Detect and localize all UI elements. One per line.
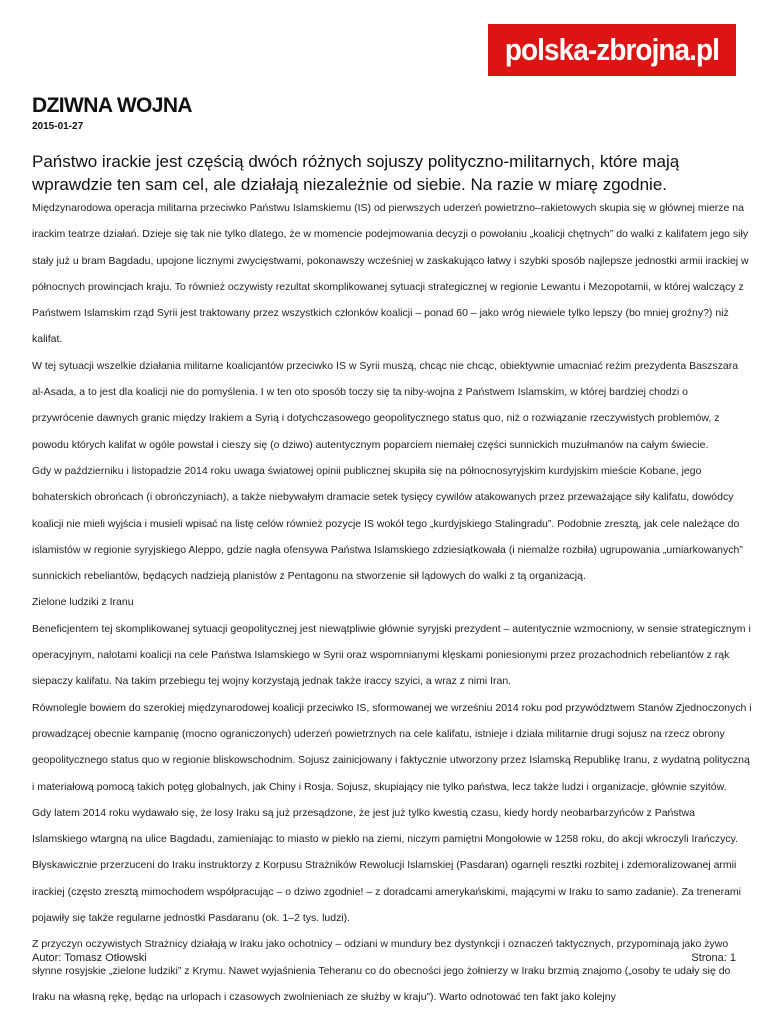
paragraph: Z przyczyn oczywistych Strażnicy działają w Iraku jako ochotnicy – odziani w mundury bez dystynkcji i oznaczeń taktycznych, przypominają jako żywo słynne rosyjskie „zielone ludziki” z Krymu. Nawet wyjaśnienia Teheranu co do obecności jego żołnierzy w Iraku brzmią znajomo („osoby te udały się do Iraku na własną rękę, będąc na urlopach i czasowych zwolnieniach ze służby w kraju”). Warto odnotować ten fakt jako kolejny bbox=[32, 938, 731, 1003]
section-heading: Zielone ludziki z Iranu bbox=[32, 596, 134, 609]
article-title: DZIWNA WOJNA bbox=[32, 94, 193, 117]
article-date: 2015-01-27 bbox=[32, 121, 84, 132]
site-logo-text: polska-zbrojna.pl bbox=[504, 32, 720, 67]
paragraph: Gdy w październiku i listopadzie 2014 roku uwaga światowej opinii publicznej skupiła się na północnosyryjskim kurdyjskim mieście Kobane, jego bohaterskich obrońcach (i obrończyniach), a także niebywałym dramacie setek tysięcy cywilów atakowanych przez przeważające siły kalifatu, dowódcy koalicji nie mieli wyjścia i musieli wpisać na listę celów również pozycje IS wokół tego „kurdyjskiego Stalingradu”. Podobnie zresztą, jak cele należące do islamistów w regionie syryjskiego Aleppo, gdzie nagła ofensywa Państwa Islamskiego zdziesiątkowała (i niemalże rozbiła) ugrupowania „umiarkowanych” sunnickich rebeliantów, będących nadzieją planistów z Pentagonu na stworzenie sił lądowych do walki z tą organizacją. bbox=[32, 464, 743, 583]
paragraph: Międzynarodowa operacja militarna przeciwko Państwu Islamskiemu (IS) od pierwszych uderzeń powietrzno–rakietowych skupia się w głównej mierze na irackim teatrze działań. Dzieje się tak nie tylko dlatego, że w momencie podejmowania decyzji o powołaniu „koalicji chętnych” do walki z kalifatem jego siły stały już u bram Bagdadu, upojone licznymi zwycięstwami, pokonawszy wcześniej w zaskakująco łatwy i szybki sposób najlepsze jednostki armii irackiej w północnych prowincjach kraju. To również oczywisty rezultat skomplikowanej sytuacji strategicznej w regionie Lewantu i Mezopotamii, w której walczący z Państwem Islamskim rząd Syrii jest traktowany przez wszystkich członków koalicji – ponad 60 – jako wróg niewiele tylko lepszy (bo mniej groźny?) niż kalifat. bbox=[32, 202, 749, 346]
site-logo[interactable] bbox=[488, 24, 736, 76]
footer-page-number: Strona: 1 bbox=[691, 952, 736, 964]
footer-author: Autor: Tomasz Otłowski bbox=[32, 952, 147, 964]
paragraph: W tej sytuacji wszelkie działania militarne koalicjantów przeciwko IS w Syrii muszą, chcąc nie chcąc, obiektywnie umacniać reżim prezydenta Baszszara al-Asada, a to jest dla koalicji nie do pomyślenia. I w ten oto sposób toczy się ta niby-wojna z Państwem Islamskim, w której bardziej chodzi o przywrócenie dawnych granic między Irakiem a Syrią i dotychczasowego geopolitycznego status quo, niż o rozwiązanie rzeczywistych problemów, z powodu których kalifat w ogóle powstał i cieszy się (o dziwo) autentycznym poparciem niemałej części sunnickich muzułmanów na całym świecie. bbox=[32, 359, 739, 451]
paragraph: Beneficjentem tej skomplikowanej sytuacji geopolitycznej jest niewątpliwie głównie syryjski prezydent – autentycznie wzmocniony, w sensie strategicznym i operacyjnym, nalotami koalicji na cele Państwa Islamskiego w Syrii oraz wspomnianymi klęskami poniesionymi przez prozachodnich rebeliantów z rąk siepaczy kalifatu. Na takim przebiegu tej wojny korzystają jednak także iraccy szyici, a wraz z nimi Iran. bbox=[32, 622, 751, 688]
article-body bbox=[32, 195, 752, 1010]
article-lead: Państwo irackie jest częścią dwóch różnych sojuszy polityczno-militarnych, które mają wprawdzie ten sam cel, ale działają niezależnie od siebie. Na razie w miarę zgodnie. bbox=[32, 152, 680, 194]
paragraph: Gdy latem 2014 roku wydawało się, że losy Iraku są już przesądzone, że jest już tylko kwestią czasu, kiedy hordy neobarbarzyńców z Państwa Islamskiego wtargną na ulice Bagdadu, zamieniając to miasto w piekło na ziemi, niczym pamiętni Mongołowie w 1258 roku, do akcji wkroczyli Irańczycy. Błyskawicznie przerzuceni do Iraku instruktorzy z Korpusu Strażników Rewolucji Islamskiej (Pasdaran) ogarnęli resztki rozbitej i zdemoralizowanej armii irackiej (często zresztą mimochodem współpracując – o dziwo zgodnie! – z doradcami amerykańskimi, mającymi w Iraku to samo zadanie). Za trenerami pojawiły się także regularne jednostki Pasdaranu (ok. 1–2 tys. ludzi). bbox=[32, 806, 742, 925]
paragraph: Równolegle bowiem do szerokiej międzynarodowej koalicji przeciwko IS, sformowanej we wrześniu 2014 roku pod przywództwem Stanów Zjednoczonych i prowadzącej obecnie kampanię (mocno ograniczonych) uderzeń powietrznych na cele kalifatu, istnieje i działa militarnie drugi sojusz na rzecz obrony geopolitycznego status quo w regionie bliskowschodnim. Sojusz zainicjowany i faktycznie utworzony przez Islamską Republikę Iranu, z wydatną polityczną i materiałową pomocą takich potęg globalnych, jak Chiny i Rosja. Sojusz, skupiający nie tylko państwa, lecz także ludzi i organizacje, głównie szyitów. bbox=[32, 701, 752, 793]
